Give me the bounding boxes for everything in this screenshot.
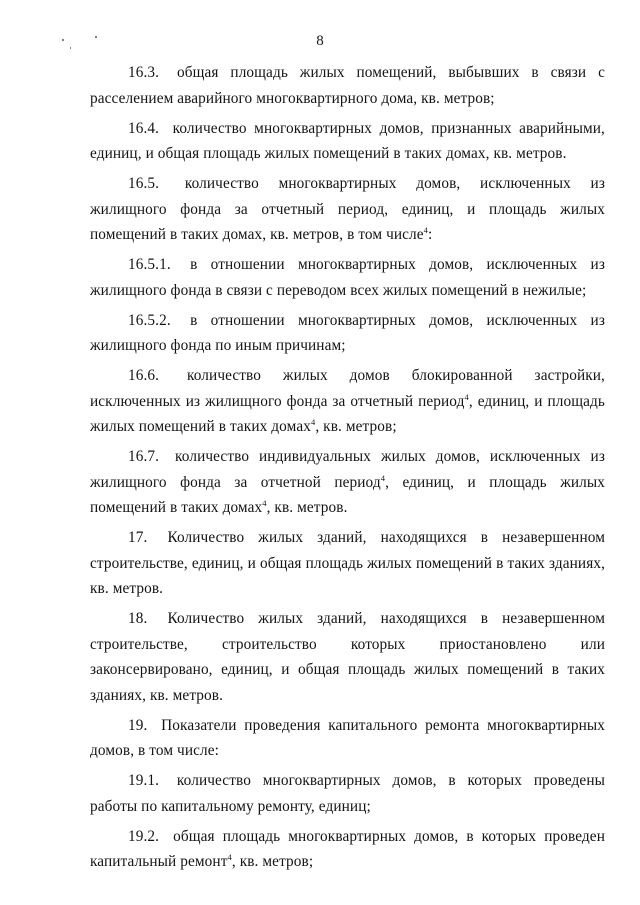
item-number: 17.: [128, 529, 148, 546]
paragraph-16-5-1: [90, 252, 605, 303]
item-text: Количество жилых зданий, находящихся в незавершенном строительстве, единиц, и общая площадь жилых помещений в таких зданиях, кв. метров.: [90, 529, 605, 597]
item-text: количество жилых домов блокированной застройки, исключенных из жилищного фонда за отчетный период: [90, 367, 605, 410]
item-text: количество многоквартирных домов, исключенных из жилищного фонда за отчетный период, единиц, и площадь жилых помещений в таких домах, кв. метров, в том числе: [90, 175, 605, 243]
item-number: 16.5.: [128, 175, 160, 192]
footnote-marker: 4: [227, 852, 232, 862]
item-text: , единиц, и площадь жилых помещений в таких домах: [90, 473, 606, 516]
item-number: 19.2.: [128, 827, 160, 845]
paragraph-19-1: [90, 768, 605, 819]
page-number: 8: [316, 33, 324, 49]
item-number: 16.3.: [128, 64, 160, 81]
item-number: 19.1.: [128, 772, 160, 789]
footnote-marker: 4: [310, 417, 316, 427]
item-number: 16.7.: [128, 448, 160, 465]
paragraph-16-4: [90, 116, 605, 167]
item-number: 19.: [128, 716, 148, 734]
item-text: общая площадь многоквартирных домов, в которых проведен капитальный ремонт: [90, 827, 605, 870]
item-text: , кв. метров;: [231, 853, 314, 870]
item-number: 16.6.: [128, 367, 160, 384]
item-text: Количество жилых зданий, находящихся в незавершенном строительстве, строительство которых приостановлено или законсервировано, единиц, и общая площадь жилых помещений в таких зданиях, кв. метров.: [90, 610, 605, 704]
item-number: 16.5.1.: [128, 256, 171, 273]
paragraph-18: [90, 606, 605, 708]
item-text: количество многоквартирных домов, в которых проведены работы по капитальному ремонту, единиц;: [90, 772, 605, 815]
item-text: количество многоквартирных домов, признанных аварийными, единиц, и общая площадь жилых помещений в таких домах, кв. метров.: [90, 119, 605, 162]
footnote-marker: 4: [380, 472, 386, 483]
paragraph-16-5-2: [90, 308, 605, 359]
item-text: количество индивидуальных жилых домов, исключенных из жилищного фонда за отчетной период: [90, 448, 605, 491]
paragraph-17: [90, 525, 605, 602]
item-text: Показатели проведения капитального ремонта многоквартирных домов, в том числе:: [90, 716, 605, 759]
item-text: , кв. метров;: [315, 418, 397, 435]
paragraph-19: [90, 713, 605, 764]
item-text: в отношении многоквартирных домов, исключенных из жилищного фонда по иным причинам;: [90, 311, 605, 354]
item-number: 18.: [128, 610, 148, 627]
item-text: :: [428, 226, 433, 243]
footnote-marker: 4: [464, 391, 469, 402]
footnote-marker: 4: [423, 225, 429, 235]
item-text: , единиц, и площадь жилых помещений в таких домах: [90, 392, 605, 435]
paragraph-16-7: [90, 444, 605, 521]
footnote-marker: 4: [262, 498, 267, 508]
item-text: общая площадь жилых помещений, выбывших в связи с расселением аварийного многоквартирного дома, кв. метров;: [90, 64, 605, 107]
item-text: , кв. метров.: [266, 499, 348, 516]
paragraph-16-6: [90, 363, 605, 440]
paragraph-16-3: [90, 60, 605, 111]
paragraph-16-5: [90, 171, 605, 248]
item-text: в отношении многоквартирных домов, исключенных из жилищного фонда в связи с переводом всех жилых помещений в нежилые;: [90, 256, 605, 299]
item-number: 16.4.: [128, 119, 160, 137]
document-body: [90, 60, 605, 879]
item-number: 16.5.2.: [128, 311, 171, 329]
paragraph-19-2: [90, 824, 605, 875]
